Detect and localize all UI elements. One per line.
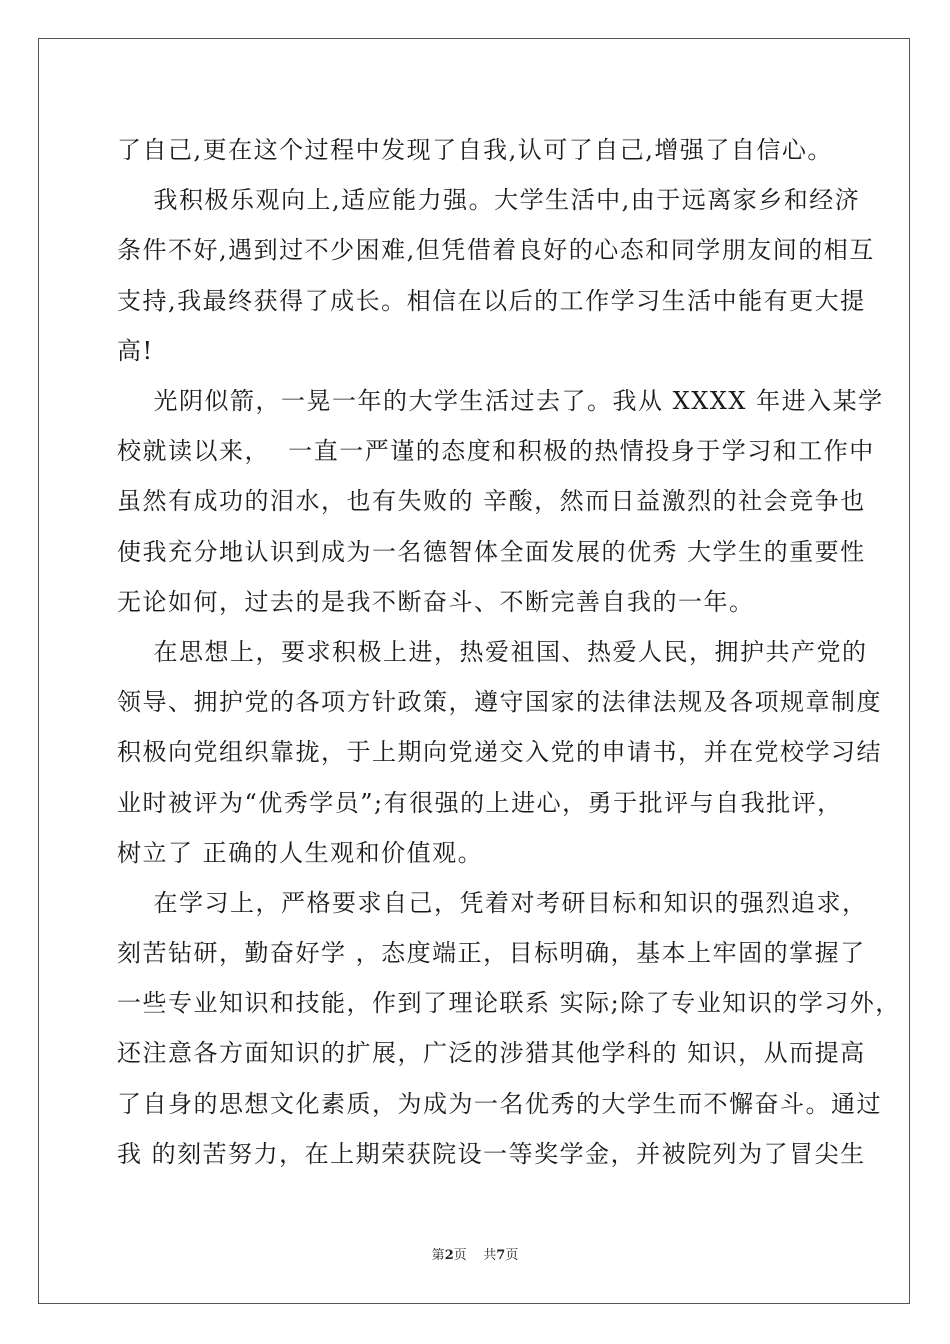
text-line: 在学习上，严格要求自己，凭着对考研目标和知识的强烈追求，	[117, 889, 868, 917]
text-line: 在思想上，要求积极上进，热爱祖国、热爱人民，拥护共产党的	[117, 638, 868, 666]
text-line: 我 的刻苦努力，在上期荣获院设一等奖学金，并被院列为了冒尖生	[117, 1140, 866, 1168]
text-line: 支持,我最终获得了成长。相信在以后的工作学习生活中能有更大提	[117, 287, 866, 315]
page-mid: 页 共	[453, 1248, 497, 1263]
total-page-number: 7	[496, 1248, 506, 1263]
text-line: 高!	[117, 337, 154, 365]
page-suffix: 页	[505, 1248, 519, 1263]
text-line: 我积极乐观向上,适应能力强。大学生活中,由于远离家乡和经济	[117, 186, 861, 214]
text-line: 树立了 正确的人生观和价值观。	[117, 839, 484, 867]
text-line: 了自己,更在这个过程中发现了自我,认可了自己,增强了自信心。	[117, 136, 833, 164]
text-line: 虽然有成功的泪水，也有失败的 辛酸，然而日益激烈的社会竞争也	[117, 487, 866, 515]
text-line: 条件不好,遇到过不少困难,但凭借着良好的心态和同学朋友间的相互	[117, 236, 875, 264]
current-page-number: 2	[444, 1248, 454, 1263]
page-prefix: 第	[431, 1248, 445, 1263]
page-footer	[0, 1247, 950, 1265]
text-line: 无论如何，过去的是我不断奋斗、不断完善自我的一年。	[117, 588, 755, 616]
text-line: 积极向党组织靠拢，于上期向党递交入党的申请书，并在党校学习结	[117, 738, 882, 766]
text-line: 光阴似箭，一晃一年的大学生活过去了。我从 XXXX 年进入某学	[117, 387, 884, 415]
text-line: 业时被评为“优秀学员”;有很强的上进心，勇于批评与自我批评，	[117, 789, 843, 817]
text-line: 校就读以来， 一直一严谨的态度和积极的热情投身于学习和工作中	[117, 437, 875, 465]
text-line: 了自身的思想文化素质，为成为一名优秀的大学生而不懈奋斗。通过	[117, 1090, 882, 1118]
text-line: 刻苦钻研，勤奋好学 ，态度端正，目标明确，基本上牢固的掌握了	[117, 939, 866, 967]
text-line: 一些专业知识和技能，作到了理论联系 实际;除了专业知识的学习外，	[117, 989, 901, 1017]
text-line: 使我充分地认识到成为一名德智体全面发展的优秀 大学生的重要性	[117, 538, 866, 566]
text-line: 领导、拥护党的各项方针政策，遵守国家的法律法规及各项规章制度	[117, 688, 882, 716]
text-line: 还注意各方面知识的扩展，广泛的涉猎其他学科的 知识，从而提高	[117, 1039, 866, 1067]
